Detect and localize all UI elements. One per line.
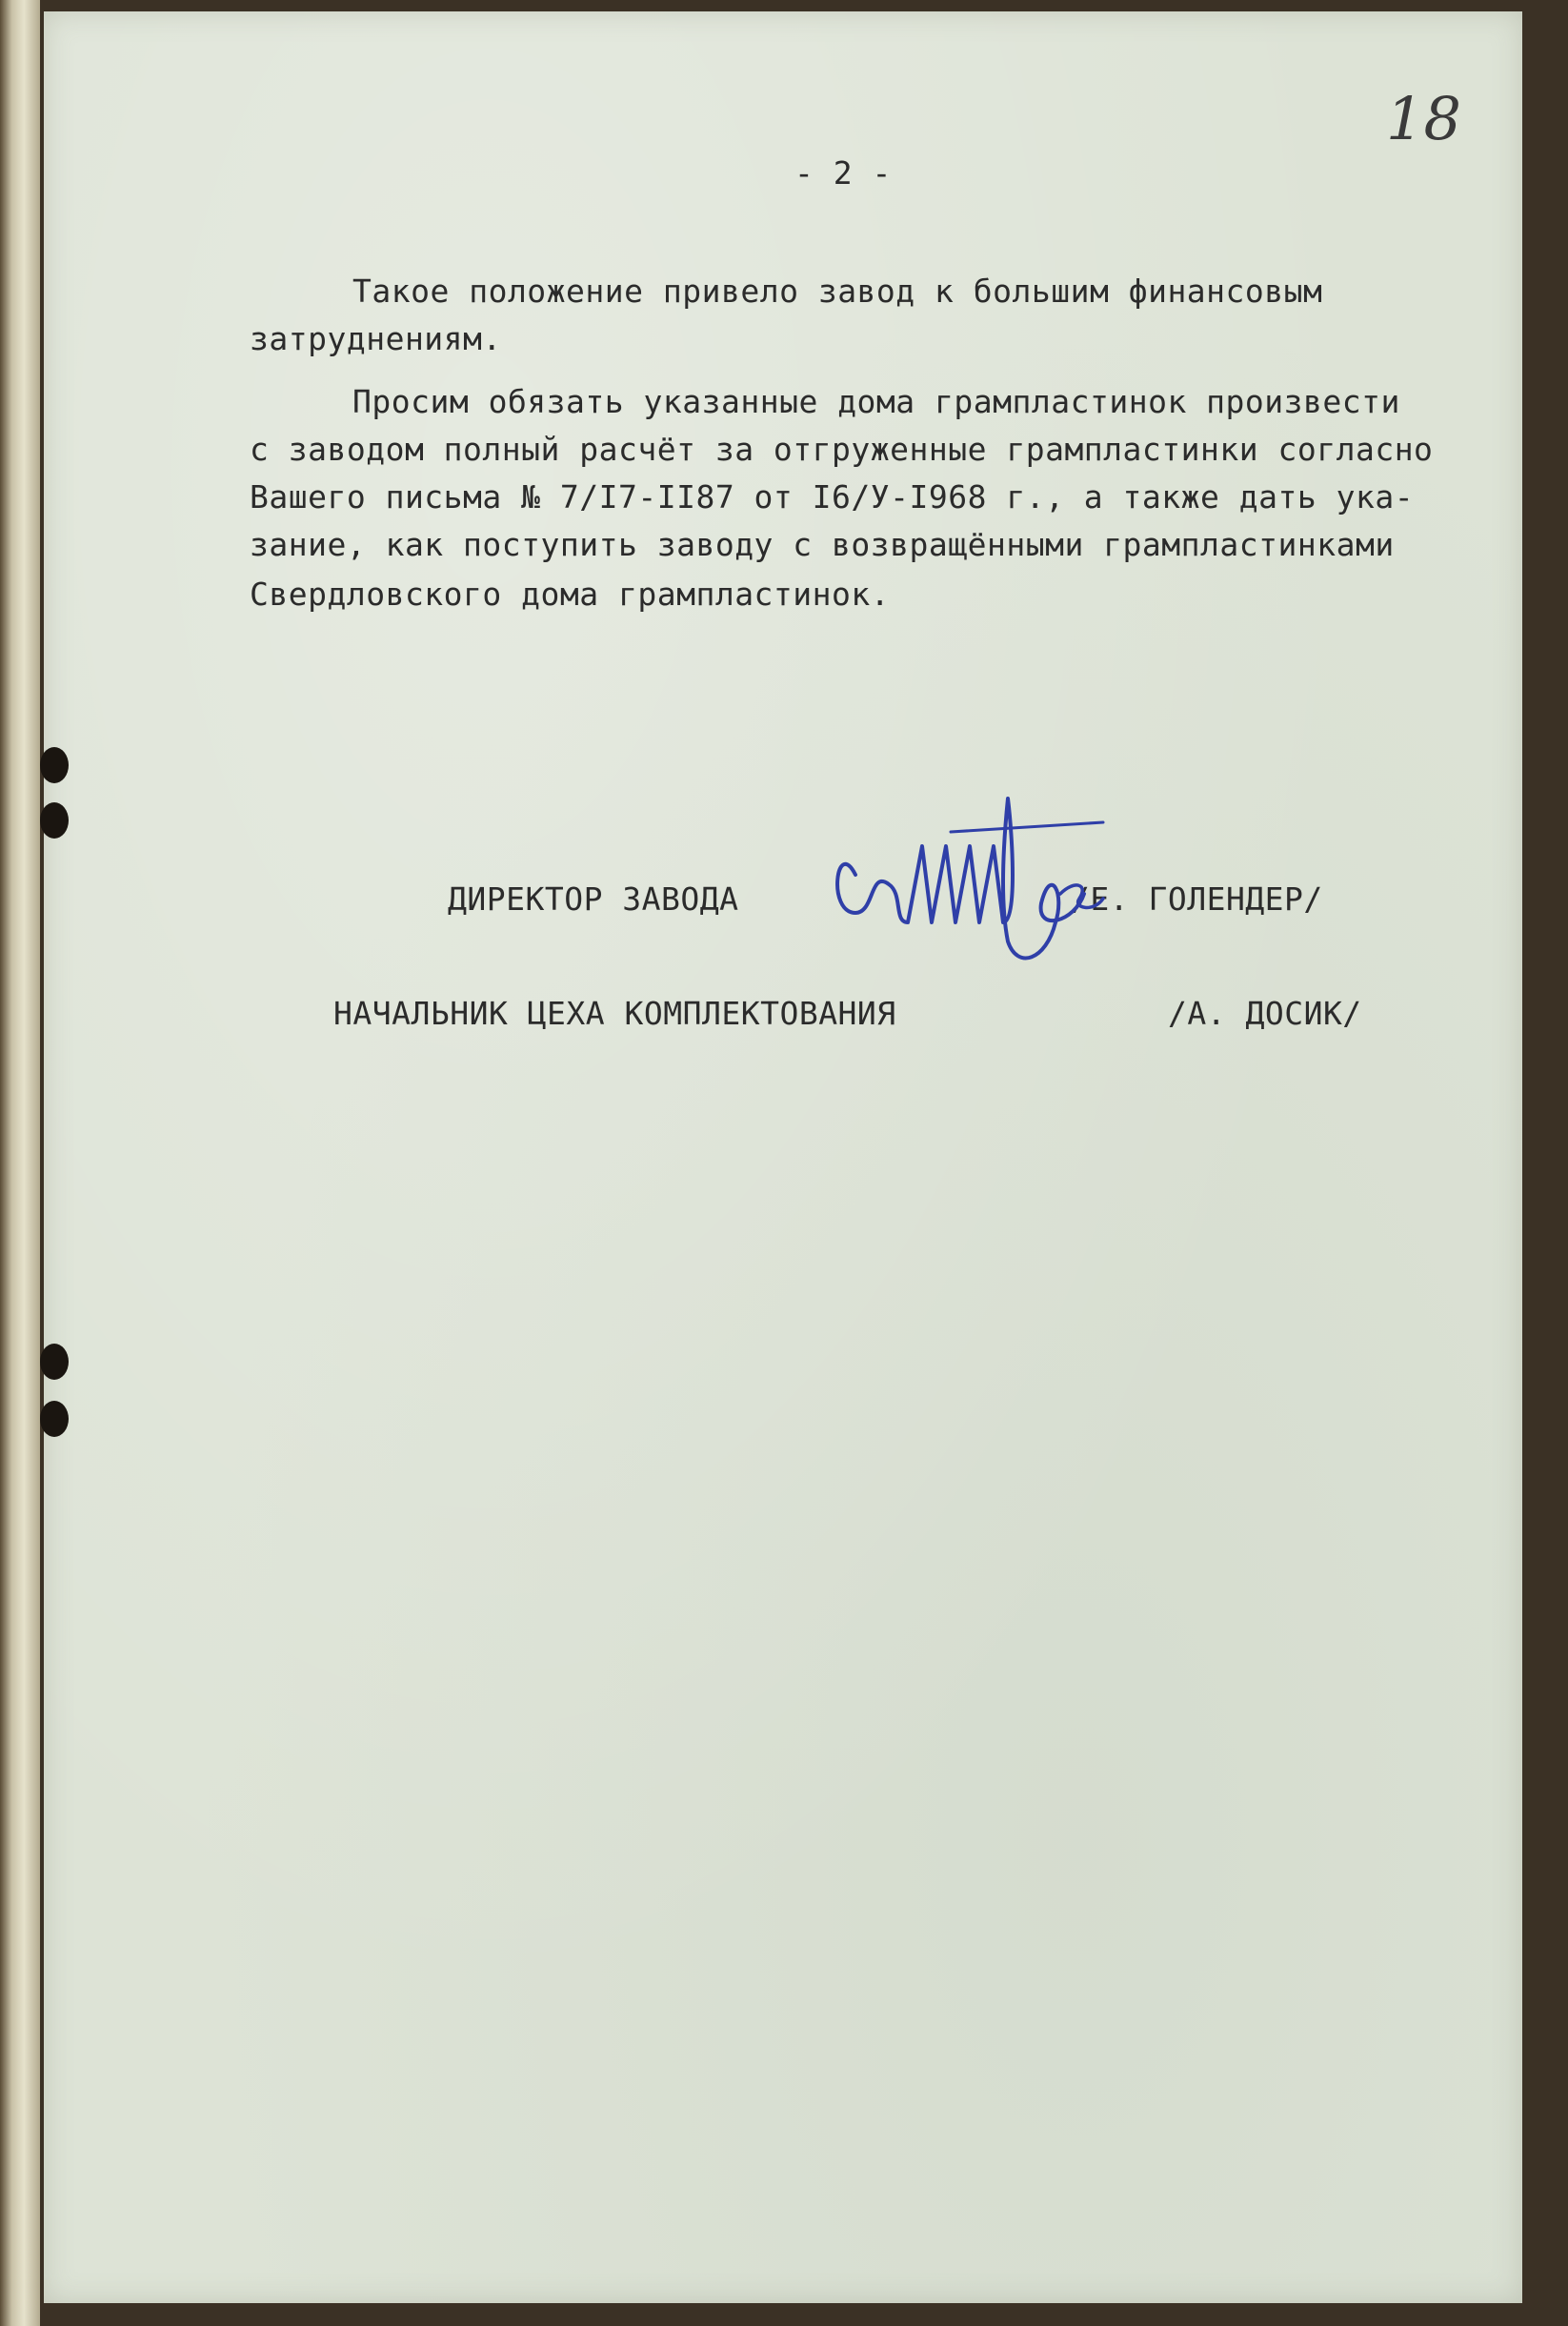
body-line: Вашего письма № 7/I7-II87 от I6/У-I968 г., а также дать ука- <box>250 478 1415 516</box>
punch-hole <box>40 747 69 783</box>
signatory-name: /Е. ГОЛЕНДЕР/ <box>1071 880 1323 918</box>
page-number: - 2 - <box>794 154 892 192</box>
body-line: зание, как поступить заводу с возвращёнными грампластинками <box>250 526 1395 563</box>
punch-hole <box>40 1344 69 1380</box>
body-line: Свердловского дома грампластинок. <box>250 576 891 613</box>
punch-hole <box>40 1401 69 1437</box>
signatory-title: ДИРЕКТОР ЗАВОДА <box>448 880 739 918</box>
archive-sheet-number: 18 <box>1386 84 1461 153</box>
body-line: с заводом полный расчёт за отгруженные грампластинки согласно <box>250 431 1434 468</box>
handwritten-signature <box>817 779 1132 970</box>
binding-strip <box>0 0 40 2326</box>
signatory-name: /А. ДОСИК/ <box>1168 995 1362 1032</box>
body-line: затруднениям. <box>250 320 502 357</box>
punch-hole <box>40 802 69 839</box>
signatory-title: НАЧАЛЬНИК ЦЕХА КОМПЛЕКТОВАНИЯ <box>333 995 896 1032</box>
body-line: Такое положение привело завод к большим финансовым <box>352 273 1323 310</box>
body-line: Просим обязать указанные дома грампластинок произвести <box>352 383 1400 420</box>
